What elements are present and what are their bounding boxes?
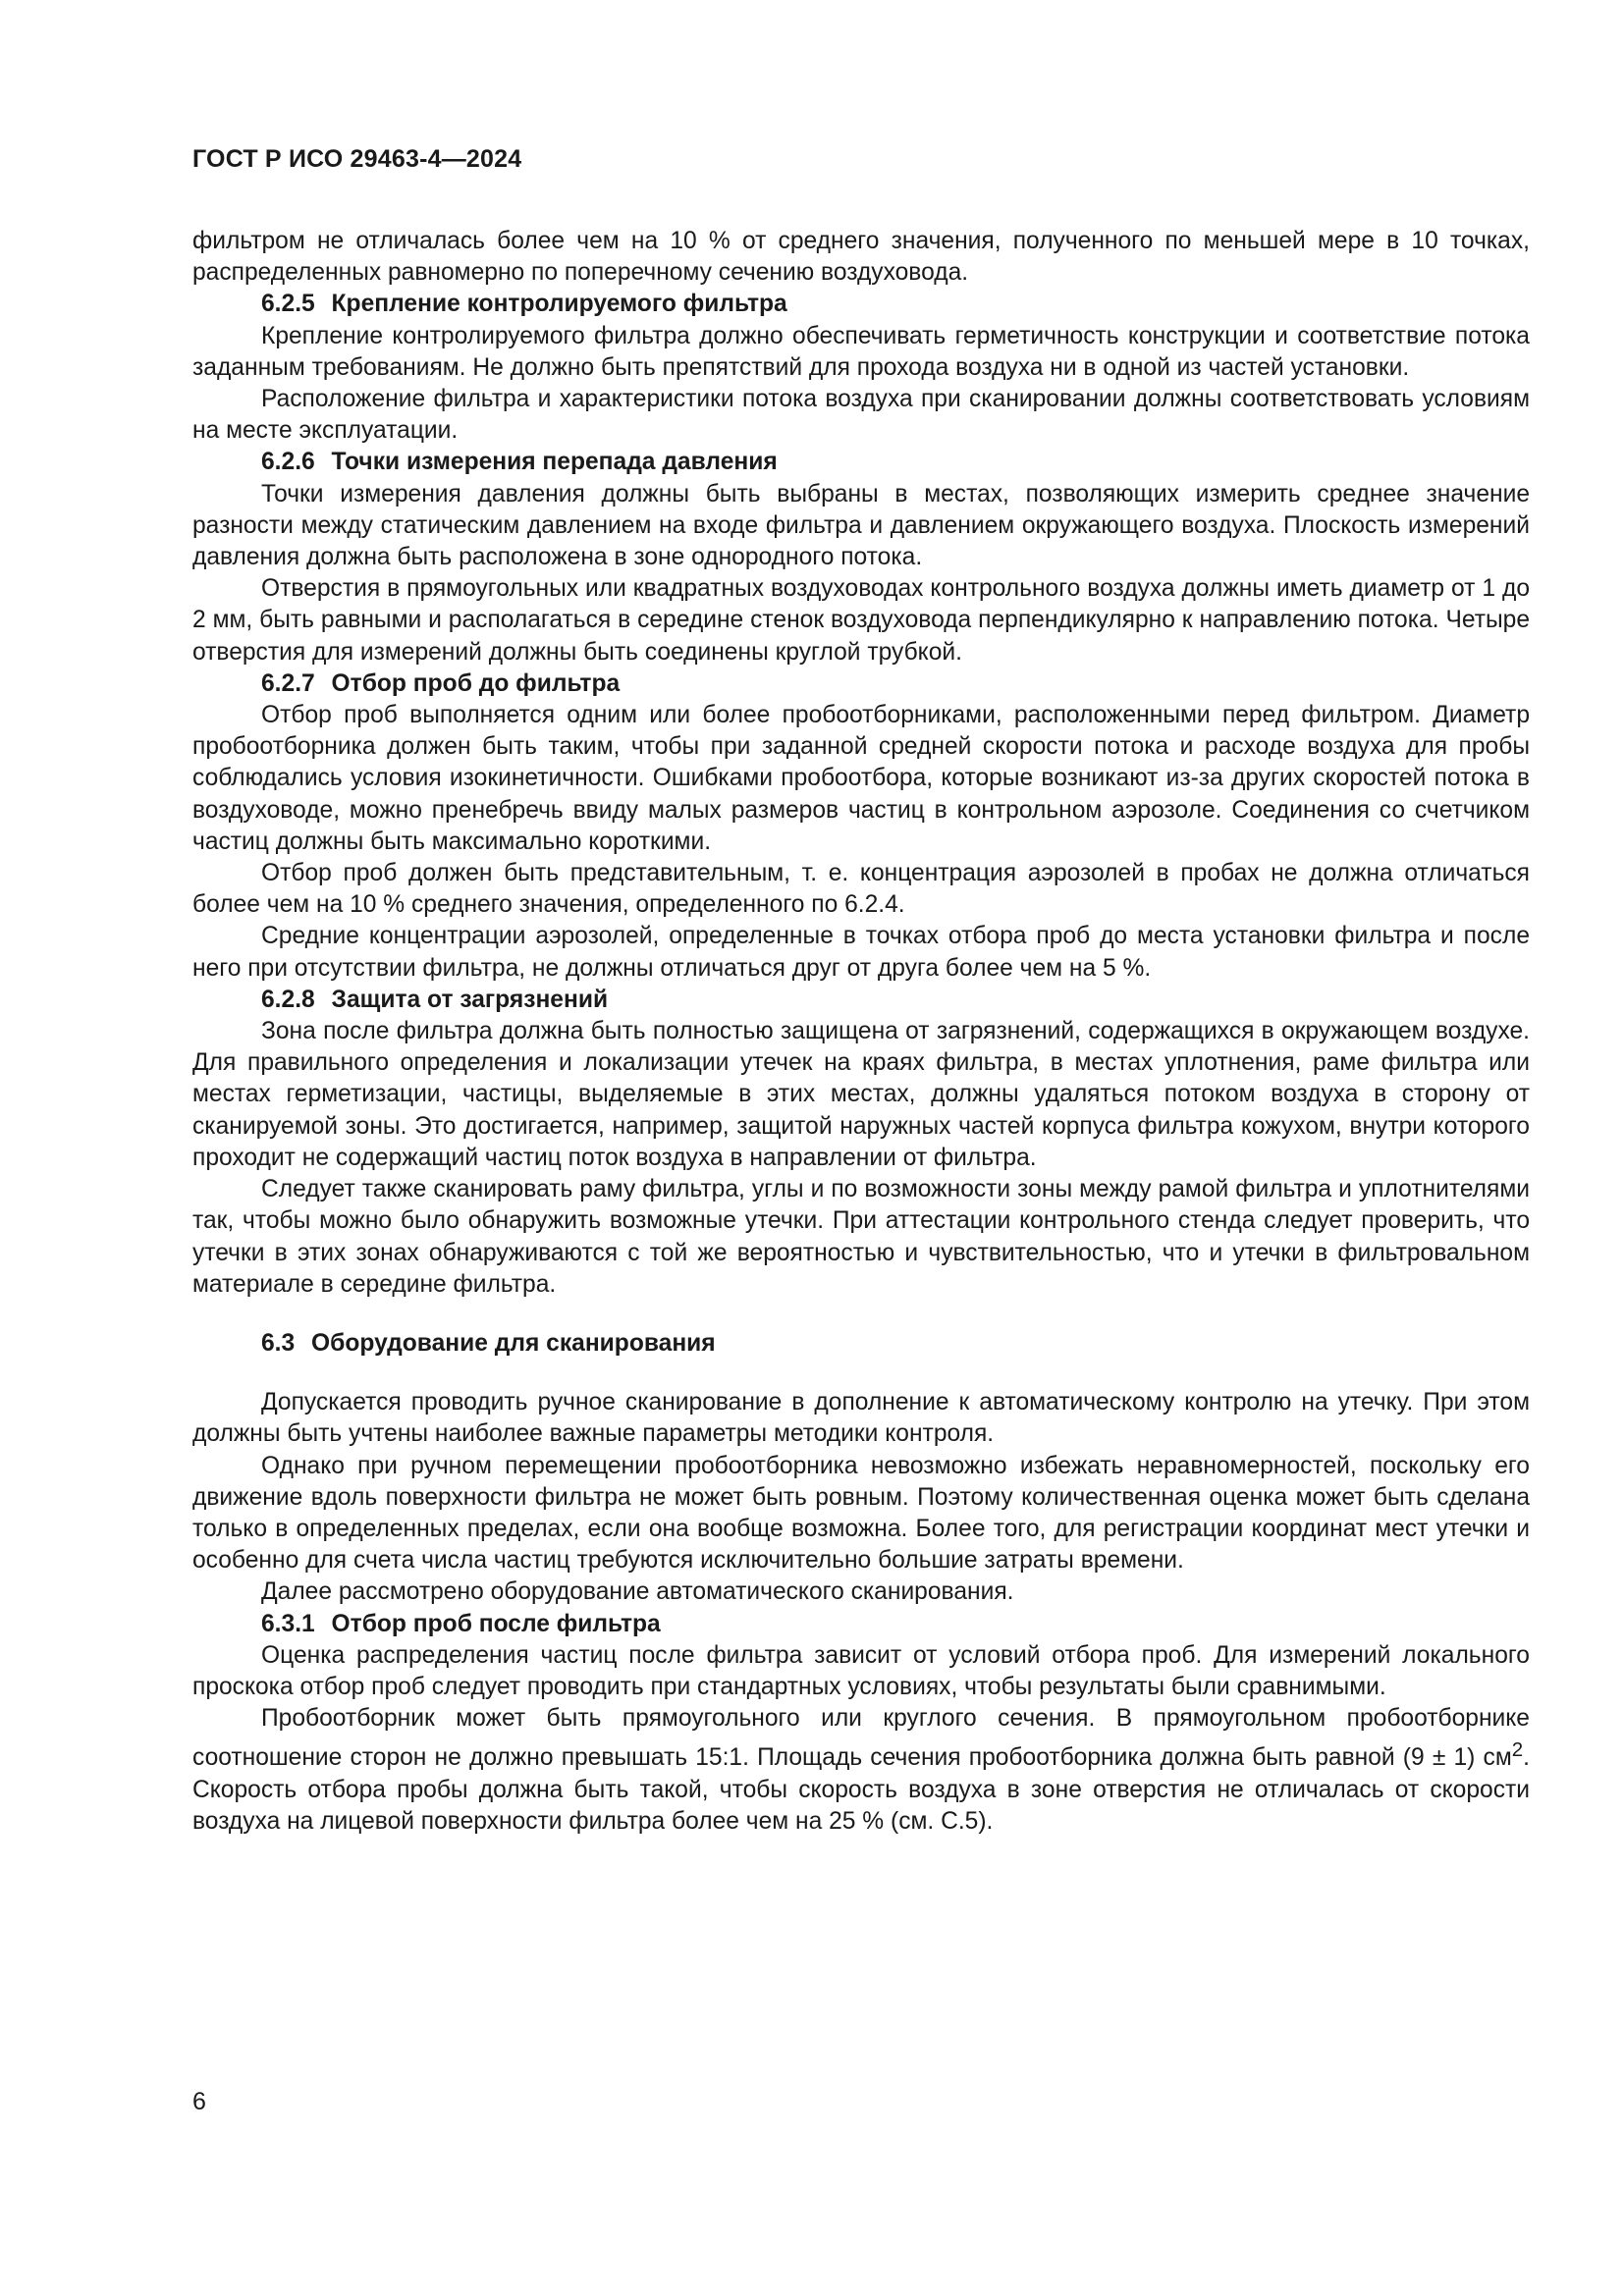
paragraph: Однако при ручном перемещении пробоотборника невозможно избежать неравномерностей, поскольку его движение вдоль поверхности фильтра не может быть ровным. Поэтому количественная оценка может быть сделана только в определенных пределах, если она вообще возможна. Более того, для регистрации координат мест утечки и особенно для счета числа частиц требуются исключительно большие затраты времени. bbox=[192, 1452, 1530, 1575]
page-number: 6 bbox=[192, 2088, 206, 2115]
paragraph: Далее рассмотрено оборудование автоматического сканирования. bbox=[261, 1578, 1014, 1606]
section-title: Защита от загрязнений bbox=[331, 986, 609, 1013]
section-number: 6.3.1 bbox=[261, 1610, 315, 1637]
document-page bbox=[192, 0, 1530, 2296]
paragraph: Средние концентрации аэрозолей, определенные в точках отбора проб до места установки фильтра и после него при отсутствии фильтра, не должны отличаться друг от друга более чем на 5 %. bbox=[192, 923, 1530, 982]
section-number: 6.2.8 bbox=[261, 986, 315, 1013]
paragraph: Отверстия в прямоугольных или квадратных воздуховодах контрольного воздуха должны иметь диаметр от 1 до 2 мм, быть равными и располагаться в середине стенок воздуховода перпендикулярно к направлению потока. Четыре отверстия для измерений должны быть соединены круглой трубкой. bbox=[192, 575, 1530, 666]
section-heading-6-2-6 bbox=[192, 447, 1530, 478]
paragraph-text: . Скорость отбора пробы должна быть такой, чтобы скорость воздуха в зоне отверстия не отличалась от скорости воздуха на лицевой поверхности фильтра более чем на 25 % (см. С.5). bbox=[192, 1744, 1530, 1835]
section-heading-6-3-1 bbox=[192, 1609, 1530, 1640]
section-number: 6.2.5 bbox=[261, 291, 315, 318]
superscript: 2 bbox=[1511, 1738, 1524, 1762]
paragraph: Следует также сканировать раму фильтра, углы и по возможности зоны между рамой фильтра и уплотнителями так, чтобы можно было обнаружить возможные утечки. При аттестации контрольного стенда следует проверить, что утечки в этих зонах обнаруживаются с той же вероятностью и чувствительностью, что и утечки в фильтровальном материале в середине фильтра. bbox=[192, 1176, 1530, 1298]
section-heading-6-2-7 bbox=[192, 668, 1530, 700]
paragraph: Зона после фильтра должна быть полностью защищена от загрязнений, содержащихся в окружающем воздухе. Для правильного определения и локализации утечек на краях фильтра, в местах уплотнения, раме фильтра или местах герметизации, частицы, выделяемые в этих местах, должны удаляться потоком воздуха в сторону от сканируемой зоны. Это достигается, например, защитой наружных частей корпуса фильтра кожухом, внутри которого проходит не содержащий частиц поток воздуха в направлении от фильтра. bbox=[192, 1018, 1530, 1171]
paragraph bbox=[192, 1703, 1530, 1838]
section-number: 6.3 bbox=[261, 1329, 296, 1357]
section-title: Крепление контролируемого фильтра bbox=[331, 291, 787, 318]
section-heading-6-2-8 bbox=[192, 985, 1530, 1016]
section-title: Отбор проб до фильтра bbox=[331, 669, 621, 697]
section-heading-6-3 bbox=[192, 1328, 1530, 1360]
paragraph: Отбор проб выполняется одним или более пробоотборниками, расположенными перед фильтром. Диаметр пробоотборника должен быть таким, чтобы при заданной средней скорости потока и расходе воздуха для пробы соблюдались условия изокинетичности. Ошибками пробоотбора, которые возникают из-за других скоростей потока в воздуховоде, можно пренебречь ввиду малых размеров частиц в контрольном аэрозоле. Соединения со счетчиком частиц должны быть максимально короткими. bbox=[192, 702, 1530, 855]
paragraph: Расположение фильтра и характеристики потока воздуха при сканировании должны соответствовать условиям на месте эксплуатации. bbox=[192, 386, 1530, 445]
section-number: 6.2.6 bbox=[261, 449, 315, 476]
paragraph-continued: фильтром не отличалась более чем на 10 % от среднего значения, полученного по меньшей мере в 10 точках, распределенных равномерно по поперечному сечению воздуховода. bbox=[192, 228, 1530, 287]
paragraph: Оценка распределения частиц после фильтра зависит от условий отбора проб. Для измерений локального проскока отбор проб следует проводить при стандартных условиях, чтобы результаты были сравнимыми. bbox=[192, 1641, 1530, 1700]
paragraph: Крепление контролируемого фильтра должно обеспечивать герметичность конструкции и соответствие потока заданным требованиям. Не должно быть препятствий для прохода воздуха ни в одной из частей установки. bbox=[192, 322, 1530, 381]
paragraph: Отбор проб должен быть представительным, т. е. концентрация аэрозолей в пробах не должна отличаться более чем на 10 % среднего значения, определенного по 6.2.4. bbox=[192, 860, 1530, 919]
section-heading-6-2-5 bbox=[192, 289, 1530, 320]
section-title: Точки измерения перепада давления bbox=[331, 449, 778, 476]
paragraph: Допускается проводить ручное сканирование в дополнение к автоматическому контролю на утечку. При этом должны быть учтены наиболее важные параметры методики контроля. bbox=[192, 1389, 1530, 1448]
section-title: Отбор проб после фильтра bbox=[331, 1610, 661, 1637]
paragraph: Точки измерения давления должны быть выбраны в местах, позволяющих измерить среднее значение разности между статическим давлением на входе фильтра и давлением окружающего воздуха. Плоскость измерений давления должна быть расположена в зоне однородного потока. bbox=[192, 480, 1530, 571]
document-body bbox=[192, 226, 1530, 1838]
section-number: 6.2.7 bbox=[261, 669, 315, 697]
paragraph-text: Пробоотборник может быть прямоугольного или круглого сечения. В прямоугольном пробоотборнике соотношение сторон не должно превышать 15:1. Площадь сечения пробоотборника должна быть равной (9 ± 1) см bbox=[192, 1705, 1530, 1772]
document-header: ГОСТ Р ИСО 29463-4—2024 bbox=[192, 145, 522, 173]
section-title: Оборудование для сканирования bbox=[311, 1329, 716, 1357]
